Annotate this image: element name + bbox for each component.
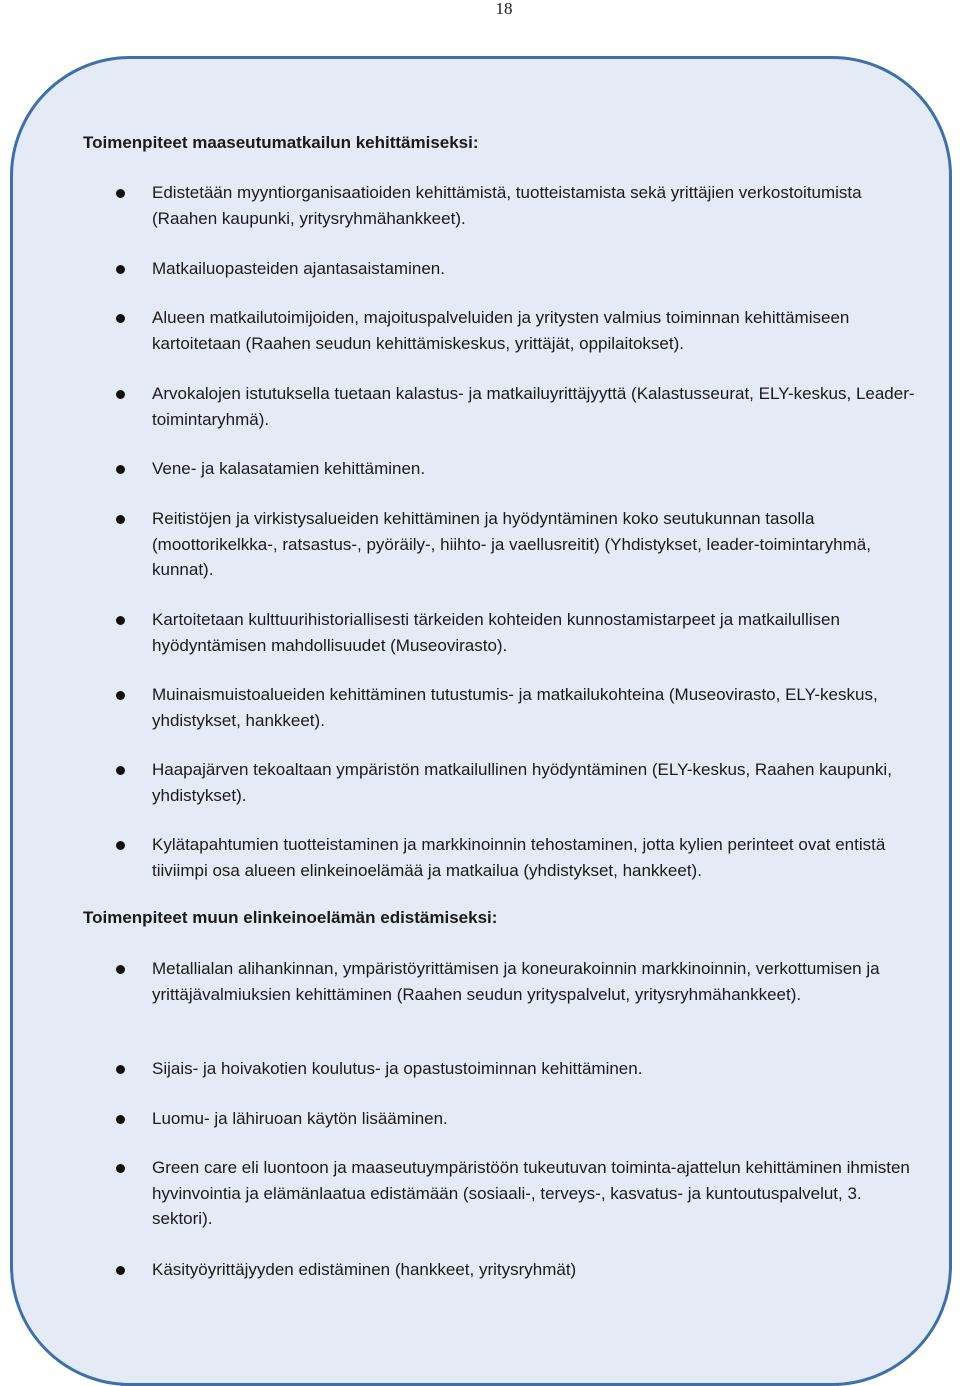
bullet-icon xyxy=(116,965,125,974)
bullet-icon xyxy=(116,1065,125,1074)
bullet-icon xyxy=(116,265,125,274)
section-heading-tourism: Toimenpiteet maaseutumatkailun kehittämiseksi: xyxy=(83,133,479,152)
bullet-icon xyxy=(116,390,125,399)
bullet-icon xyxy=(116,515,125,524)
page-number: 18 xyxy=(495,0,513,18)
list-item-text: Vene- ja kalasatamien kehittäminen. xyxy=(152,459,426,478)
bullet-icon xyxy=(116,616,125,625)
list-item-text: Reitistöjen ja virkistysalueiden kehittäminen ja hyödyntäminen koko seutukunnan tasolla (moottorikelkka-, ratsastus-, pyöräily-, hiihto- ja vaellusreitit) (Yhdistykset, leader-toimintaryhmä, kunnat). xyxy=(152,509,871,579)
list-item-text: Green care eli luontoon ja maaseutuympäristöön tukeutuvan toiminta-ajattelun kehittäminen ihmisten hyvinvointia ja elämänlaatua edistämään (sosiaali-, terveys-, kasvatus- ja kuntoutuspalvelut, 3. sektori). xyxy=(152,1158,910,1228)
list-item-text: Alueen matkailutoimijoiden, majoituspalveluiden ja yritysten valmius toiminnan kehittämiseen kartoitetaan (Raahen seudun kehittämiskeskus, yrittäjät, oppilaitokset). xyxy=(152,308,850,353)
bullet-icon xyxy=(116,841,125,850)
bullet-icon xyxy=(116,189,125,198)
bullet-icon xyxy=(116,766,125,775)
list-item-text: Arvokalojen istutuksella tuetaan kalastus- ja matkailuyrittäjyyttä (Kalastusseurat, ELY-keskus, Leader-toimintaryhmä). xyxy=(152,384,915,429)
list-item-text: Muinaismuistoalueiden kehittäminen tutustumis- ja matkailukohteina (Museovirasto, ELY-keskus, yhdistykset, hankkeet). xyxy=(152,685,878,730)
bullet-icon xyxy=(116,465,125,474)
list-item-text: Sijais- ja hoivakotien koulutus- ja opastustoiminnan kehittäminen. xyxy=(152,1059,643,1078)
list-item-text: Kartoitetaan kulttuurihistoriallisesti tärkeiden kohteiden kunnostamistarpeet ja matkailullisen hyödyntämisen mahdollisuudet (Museovirasto). xyxy=(152,610,840,655)
bullet-icon xyxy=(116,1266,125,1275)
list-item-text: Luomu- ja lähiruoan käytön lisääminen. xyxy=(152,1109,448,1128)
bullet-icon xyxy=(116,1164,125,1173)
list-item-text: Käsityöyrittäjyyden edistäminen (hankkeet, yritysryhmät) xyxy=(152,1260,577,1279)
bullet-icon xyxy=(116,314,125,323)
list-item-text: Edistetään myyntiorganisaatioiden kehittämistä, tuotteistamista sekä yrittäjien verkostoitumista (Raahen kaupunki, yritysryhmähankkeet). xyxy=(152,183,862,228)
section-heading-business: Toimenpiteet muun elinkeinoelämän edistämiseksi: xyxy=(83,908,498,927)
bullet-icon xyxy=(116,1115,125,1124)
list-item-text: Kylätapahtumien tuotteistaminen ja markkinoinnin tehostaminen, jotta kylien perinteet ovat entistä tiiviimpi osa alueen elinkeinoelämää ja matkailua (yhdistykset, hankkeet). xyxy=(152,835,886,880)
list-item-text: Haapajärven tekoaltaan ympäristön matkailullinen hyödyntäminen (ELY-keskus, Raahen kaupunki, yhdistykset). xyxy=(152,760,892,805)
list-item-text: Matkailuopasteiden ajantasaistaminen. xyxy=(152,259,445,278)
bullet-icon xyxy=(116,691,125,700)
list-item-text: Metallialan alihankinnan, ympäristöyrittämisen ja koneurakoinnin markkinoinnin, verkottumisen ja yrittäjävalmiuksien kehittäminen (Raahen seudun yrityspalvelut, yritysryhmähankkeet). xyxy=(152,959,880,1004)
